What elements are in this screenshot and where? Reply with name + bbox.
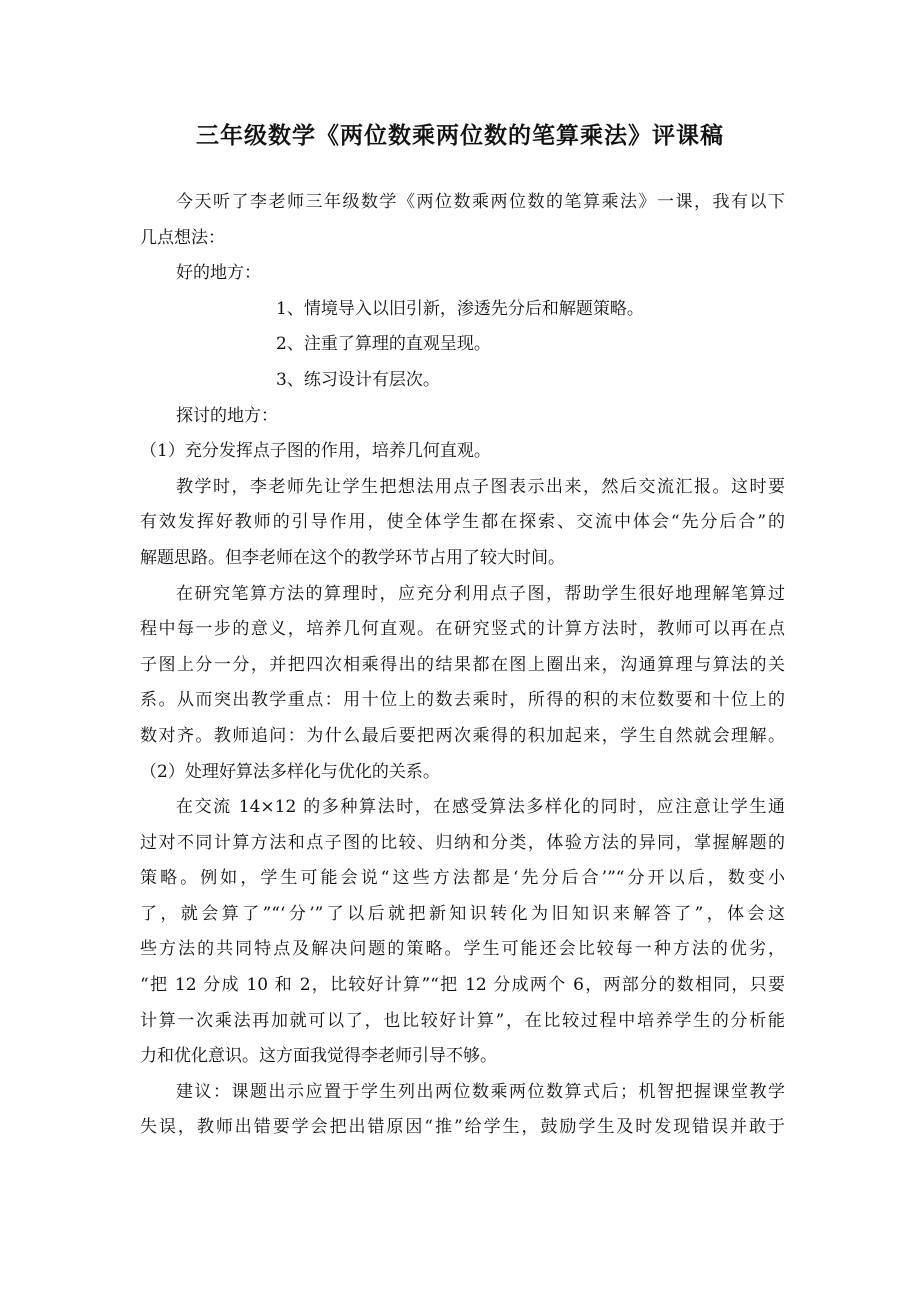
paragraph-line: 子图上分一分，并把四次相乘得出的结果都在图上圈出来，沟通算理与算法的关 [140,654,785,675]
section-heading: 探讨的地方： [176,405,278,426]
paragraph-line: 些方法的共同特点及解决问题的策略。学生可能还会比较每一种方法的优劣， [140,939,785,960]
paragraph-line: “把 12 分成 10 和 2，比较好计算”“把 12 分成两个 6，两部分的数相同，只要 [140,975,785,996]
paragraph-line: 失误，教师出错要学会把出错原因“推”给学生，鼓励学生及时发现错误并敢于 [140,1117,785,1138]
paragraph-line: 在交流 14×12 的多种算法时，在感受算法多样化的同时，应注意让学生通 [176,797,785,818]
paragraph-line: 解题思路。但李老师在这个的教学环节占用了较大时间。 [140,547,565,568]
list-item: 2、注重了算理的直观呈现。 [276,334,491,355]
paragraph-line: 教学时，李老师先让学生把想法用点子图表示出来，然后交流汇报。这时要 [176,476,785,497]
paragraph-line: 了，就会算了”“‘分’”了以后就把新知识转化为旧知识来解答了”，体会这 [140,903,785,924]
paragraph-line: 程中每一步的意义，培养几何直观。在研究竖式的计算方法时，教师可以再在点 [140,619,785,640]
paragraph-line: 数对齐。教师追问：为什么最后要把两次乘得的积加起来，学生自然就会理解。 [140,725,785,746]
document-body [140,185,785,1146]
paragraph-line: 建议：课题出示应置于学生列出两位数乘两位数算式后；机智把握课堂教学 [176,1081,785,1102]
document-title: 三年级数学《两位数乘两位数的笔算乘法》评课稿 [196,122,724,149]
paragraph-line: 计算一次乘法再加就可以了，也比较好计算”，在比较过程中培养学生的分析能 [140,1010,785,1031]
paragraph-line: 过对不同计算方法和点子图的比较、归纳和分类，体验方法的异同，掌握解题的 [140,832,785,853]
paragraph-line: 策略。例如，学生可能会说“这些方法都是‘先分后合’”“分开以后，数变小 [140,868,785,889]
section-heading: 好的地方： [176,263,261,284]
paragraph-line: 今天听了李老师三年级数学《两位数乘两位数的笔算乘法》一课，我有以下 [176,192,785,212]
list-item: 3、练习设计有层次。 [276,369,440,390]
paragraph-line: 力和优化意识。这方面我觉得李老师引导不够。 [140,1046,497,1067]
paragraph-line: 在研究笔算方法的算理时，应充分利用点子图，帮助学生很好地理解笔算过 [176,583,785,604]
list-item: 1、情境导入以旧引新，渗透先分后和解题策略。 [276,298,644,319]
paragraph-line: 有效发挥好教师的引导作用，使全体学生都在探索、交流中体会“先分后合”的 [140,512,785,533]
paragraph-line: 几点想法： [140,227,225,248]
subsection-heading: （1）充分发挥点子图的作用，培养几何直观。 [140,441,491,462]
paragraph-line: 系。从而突出教学重点：用十位上的数去乘时，所得的积的末位数要和十位上的 [140,690,785,711]
subsection-heading: （2）处理好算法多样化与优化的关系。 [140,761,440,782]
